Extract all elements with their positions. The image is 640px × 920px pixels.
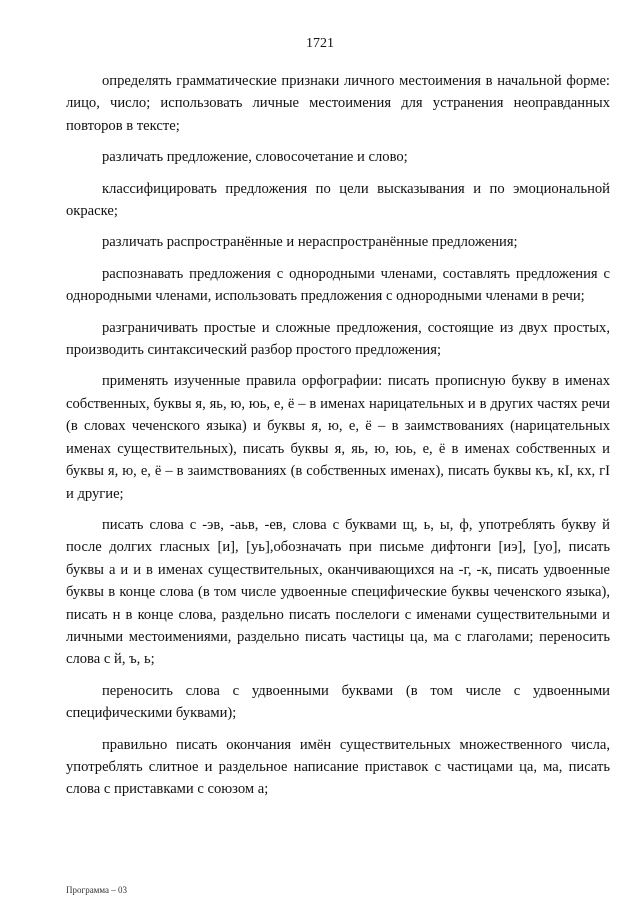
paragraph-simple-complex-sentences: разграничивать простые и сложные предложения, состоящие из двух простых, производить синтаксический разбор простого предложения; — [66, 319, 610, 359]
page-number: 1721 — [306, 36, 334, 51]
paragraph-extended-sentences: различать распространённые и нераспространённые предложения; — [102, 234, 518, 251]
page-content — [66, 70, 610, 810]
paragraph-pronoun-features: определять грамматические признаки личного местоимения в начальной форме: лицо, число; использовать личные местоимения для устранения неоправданных повторов в тексте; — [66, 73, 610, 134]
paragraph-homogeneous-members: распознавать предложения с однородными членами, составлять предложения с однородными членами, использовать предложения с однородными членами в речи; — [66, 265, 610, 305]
paragraph-classify-sentences: классифицировать предложения по цели высказывания и по эмоциональной окраске; — [66, 180, 610, 220]
page-footer: Программа – 03 — [66, 885, 128, 895]
paragraph-plural-endings: правильно писать окончания имён существительных множественного числа, употреблять слитное и раздельное написание приставок с частицами ца, ма, писать слова с приставками с союзом а; — [66, 736, 610, 798]
paragraph-sentence-phrase-word: различать предложение, словосочетание и слово; — [102, 149, 408, 166]
paragraph-spelling-words: писать слова с -эв, -аьв, -ев, слова с буквами щ, ь, ы, ф, употреблять букву й после долгих гласных [и], [уь],обозначать при письме дифтонги [иэ], [уо], писать буквы а и и в именах существительных, оканчивающихся на -г, -к, писать удвоенные буквы в конце слова (в том числе удвоенные специфические буквы чеченского языка), писать н в конце слова, раздельно писать послелоги с именами существительными и личными местоимениями, раздельно писать частицы ца, ма с глаголами; переносить слова с й, ъ, ь; — [66, 516, 610, 668]
paragraph-orthography-rules: применять изученные правила орфографии: писать прописную букву в именах собственных, буквы я, яь, ю, юь, е, ё – в именах нарицательных и в других частях речи (в словах чеченского языка) и буквы я, ю, е, ё – в заимствованиях (нарицательных именах существительных), писать буквы я, яь, ю, юь, е, ё в именах собственных и буквы я, ю, е, ё – в заимствованиях (в собственных именах), писать буквы къ, кI, кх, гI и другие; — [66, 373, 610, 502]
paragraph-hyphenation-double-letters: переносить слова с удвоенными буквами (в том числе с удвоенными специфическими буквами); — [66, 682, 610, 722]
